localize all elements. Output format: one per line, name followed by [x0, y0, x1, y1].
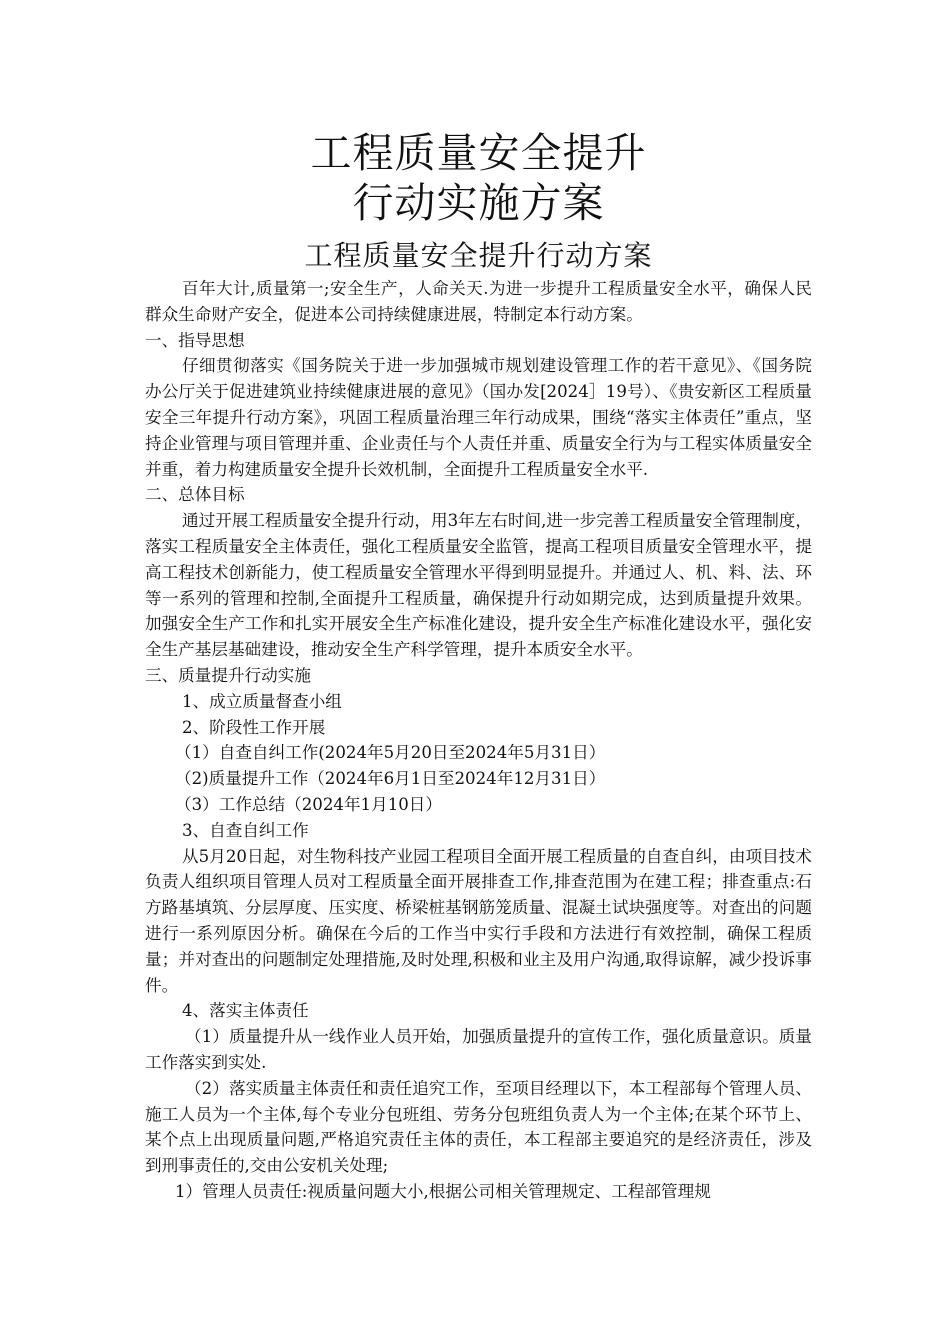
paragraph-intro: 百年大计,质量第一;安全生产，人命关天.为进一步提升工程质量安全水平，确保人民群众生命财产安全，促进本公司持续健康进展，特制定本行动方案。 [145, 279, 812, 324]
paragraph-responsibility-2: （2）落实质量主体责任和责任追究工作，至项目经理以下，本工程部每个管理人员、施工人员为一个主体,每个专业分包班组、劳务分包班组负责人为一个主体;在某个环节上、某个点上出现质量问题,严格追究责任主体的责任，本工程部主要追究的是经济责任，涉及到刑事责任的,交由公安机关处理; [145, 1078, 812, 1176]
document-body [145, 276, 812, 1205]
section-heading-overall-goal: 二、总体目标 [145, 485, 245, 505]
list-item-self-inspection-period: （1）自查自纠工作(2024年5月20日至2024年5月31日） [175, 743, 606, 763]
document-subtitle: 工程质量安全提升行动方案 [304, 239, 653, 272]
title-line-2: 行动实施方案 [352, 179, 605, 227]
list-item-self-inspection: 3、自查自纠工作 [182, 820, 309, 840]
list-item-work-summary: （3）工作总结（2024年1月10日） [175, 794, 442, 814]
paragraph-responsibility-1: （1）质量提升从一线作业人员开始，加强质量提升的宣传工作，强化质量意识。质量工作落实到实处. [145, 1027, 812, 1072]
document-title [145, 128, 812, 228]
paragraph-manager-responsibility: 1）管理人员责任:视质量问题大小,根据公司相关管理规定、工程部管理规 [175, 1181, 711, 1201]
title-line-1: 工程质量安全提升 [310, 129, 647, 177]
section-heading-implementation: 三、质量提升行动实施 [145, 665, 311, 685]
list-item-phased-work: 2、阶段性工作开展 [182, 717, 326, 737]
paragraph-overall-goal: 通过开展工程质量安全提升行动，用3年左右时间,进一步完善工程质量安全管理制度，落实工程质量安全主体责任，强化工程质量安全监管，提高工程项目质量安全管理水平，提高工程技术创新能力，使工程质量安全管理水平得到明显提升。并通过人、机、料、法、环等一系列的管理和控制,全面提升工程质量，确保提升行动如期完成，达到质量提升效果。加强安全生产工作和扎实开展安全生产标准化建设，提升安全生产标准化建设水平，强化安全生产基层基础建设，推动安全生产科学管理，提升本质安全水平。 [145, 511, 812, 660]
list-item-supervision-group: 1、成立质量督查小组 [182, 691, 342, 711]
list-item-main-responsibility: 4、落实主体责任 [182, 1001, 309, 1021]
paragraph-guiding-ideology: 仔细贯彻落实《国务院关于进一步加强城市规划建设管理工作的若干意见》、《国务院办公厅关于促进建筑业持续健康进展的意见》（国办发[2024］19号）、《贵安新区工程质量安全三年提升行动方案》，巩固工程质量治理三年行动成果，围绕“落实主体责任”重点，坚持企业管理与项目管理并重、企业责任与个人责任并重、质量安全行为与工程实体质量安全并重，着力构建质量安全提升长效机制，全面提升工程质量安全水平. [145, 356, 812, 479]
paragraph-self-inspection: 从5月20日起，对生物科技产业园工程项目全面开展工程质量的自查自纠，由项目技术负责人组织项目管理人员对工程质量全面开展排查工作,排查范围为在建工程；排查重点:石方路基填筑、分层厚度、压实度、桥梁桩基钢筋笼质量、混凝土试块强度等。对查出的问题进行一系列原因分析。确保在今后的工作当中实行手段和方法进行有效控制，确保工程质量；并对查出的问题制定处理措施,及时处理,积极和业主及用户沟通,取得谅解，减少投诉事件。 [145, 846, 812, 995]
section-heading-guiding-ideology: 一、指导思想 [145, 330, 245, 350]
list-item-quality-improvement-period: （2)质量提升工作（2024年6月1日至2024年12月31日） [175, 769, 606, 789]
